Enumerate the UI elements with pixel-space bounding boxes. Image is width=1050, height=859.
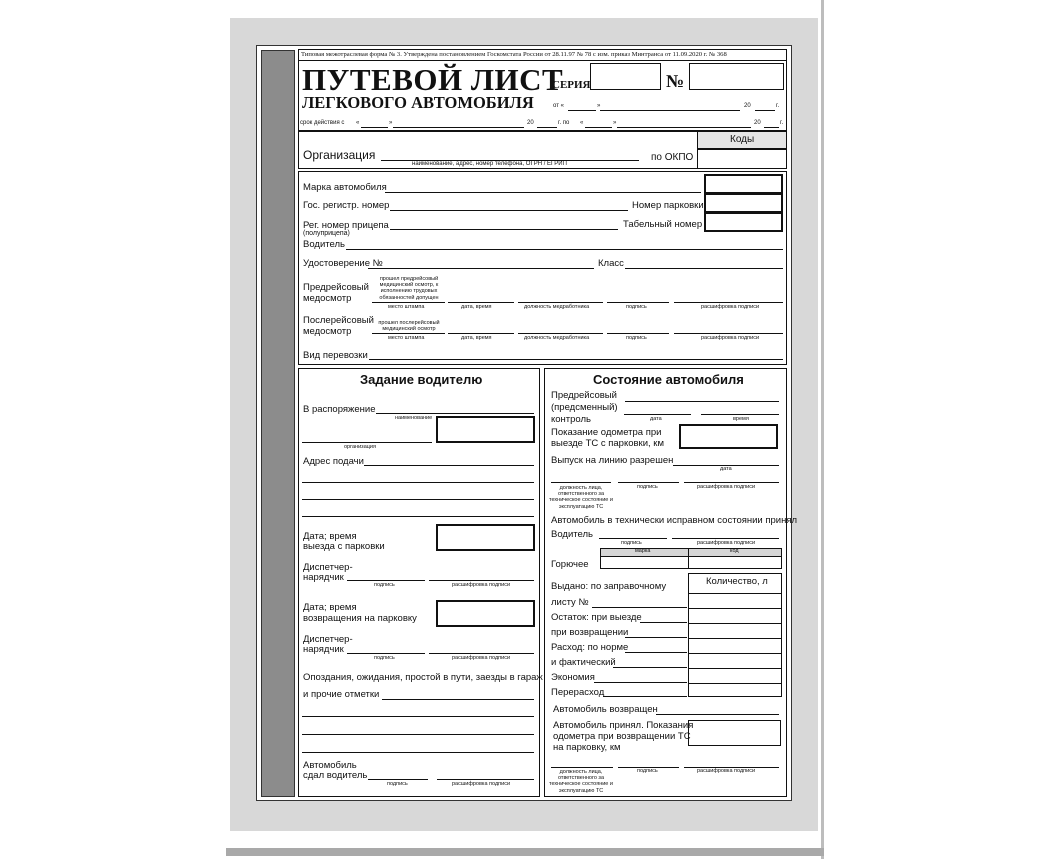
handed-over-label-2: сдал водитель xyxy=(303,770,368,781)
validity-open-quote-2: « xyxy=(580,120,584,126)
fuel-brand-field[interactable] xyxy=(600,556,689,569)
fuel-norm-field[interactable] xyxy=(688,638,782,654)
precheck-time-caption: время xyxy=(733,416,749,422)
fuel-remain-return-field[interactable] xyxy=(688,623,782,639)
release-sign-caption: подпись xyxy=(637,484,658,490)
posttrip-datetime-caption: дата, время xyxy=(461,335,492,341)
posttrip-med-label-2: медосмотр xyxy=(303,326,352,337)
driver-line xyxy=(346,249,783,250)
returned-label: Автомобиль возвращен xyxy=(553,704,658,715)
date-year-line xyxy=(755,110,775,111)
handed-over-sign-line xyxy=(368,779,428,780)
trailer-line xyxy=(390,229,618,230)
pretrip-position-caption: должность медработника xyxy=(524,304,590,310)
pickup-address-line-2 xyxy=(302,482,534,483)
validity-close-quote-1: » xyxy=(389,120,393,126)
posttrip-stamp-caption: место штампа xyxy=(388,335,425,341)
tech-ok-label: Автомобиль в технически исправном состоянии принял xyxy=(551,515,798,526)
top-note-line xyxy=(298,60,787,61)
delays-label: Опоздания, ожидания, простой в пути, заезды в гараж xyxy=(303,672,543,683)
fuel-actual-field[interactable] xyxy=(688,653,782,669)
fuel-qty-label: Количество, л xyxy=(706,576,768,587)
remain-return-label: при возвращении xyxy=(551,627,629,638)
number-field[interactable] xyxy=(689,63,784,90)
license-line xyxy=(368,268,594,269)
top-note: Типовая межотраслевая форма № 3. Утверждена постановлением Госкомстата России от 28.11.97 № 78 с изм. приказ Минтранса от 11.09.2020 г. № 368 xyxy=(301,52,727,58)
okpo-label: по ОКПО xyxy=(651,152,694,163)
validity-year2-20: 20 xyxy=(754,120,761,126)
pretrip-stamp-line xyxy=(372,302,445,303)
posttrip-position-line xyxy=(518,333,603,334)
release-date-caption: дата xyxy=(720,466,732,472)
date-day-line xyxy=(568,110,596,111)
brand-label: Марка автомобиля xyxy=(303,182,387,193)
notes-line-4 xyxy=(302,752,534,753)
remain-out-line xyxy=(640,622,687,623)
pretrip-decode-caption: расшифровка подписи xyxy=(701,304,760,310)
fuel-brand-caption: марка xyxy=(635,548,651,554)
accepted-label-3: на парковку, км xyxy=(553,742,621,753)
fuel-issued-field[interactable] xyxy=(688,593,782,609)
binding-strip xyxy=(261,50,295,797)
odometer-return-field[interactable] xyxy=(688,720,781,746)
overuse-label: Перерасход xyxy=(551,687,605,698)
other-notes-label: и прочие отметки xyxy=(303,689,380,700)
accept-position-line xyxy=(551,767,613,768)
dispatcher2-decode-caption: расшифровка подписи xyxy=(452,655,511,661)
parking-number-label: Номер парковки xyxy=(632,200,704,211)
assignment-name-caption: наименование xyxy=(395,415,433,421)
posttrip-sign-line xyxy=(607,333,669,334)
departure-datetime-label-2: выезда с парковки xyxy=(303,541,385,552)
organization-assign-line xyxy=(302,442,432,443)
validity-year1-line xyxy=(537,127,557,128)
organization-hint: наименование, адрес, номер телефона, ОГРН / ЕГРИП xyxy=(412,161,567,167)
precheck-date-line xyxy=(624,414,691,415)
organization-label: Организация xyxy=(303,148,376,162)
gos-number-line xyxy=(390,210,628,211)
date-year-20: 20 xyxy=(744,103,751,109)
date-g: г. xyxy=(776,103,780,109)
posttrip-med-label: Послерейсовый xyxy=(303,315,374,326)
dispatcher2-label-2: нарядчик xyxy=(303,644,344,655)
seria-label: СЕРИЯ xyxy=(552,79,591,91)
posttrip-decode-line xyxy=(674,333,783,334)
pretrip-med-note: прошел предрейсовый медицинский осмотр, к исполнению трудовых обязанностей допущен xyxy=(379,276,439,301)
departure-datetime-field[interactable] xyxy=(436,524,535,551)
brand-code-field[interactable] xyxy=(704,174,783,194)
number-sign: № xyxy=(666,71,685,91)
driver-accept-label: Водитель xyxy=(551,529,593,540)
validity-open-quote-1: « xyxy=(356,120,360,126)
release-position-line xyxy=(551,482,611,483)
parking-number-field[interactable] xyxy=(704,193,783,213)
handed-over-label: Автомобиль xyxy=(303,760,357,771)
precheck-label-2: (предсменный) xyxy=(551,402,618,413)
date-month-line xyxy=(600,110,740,111)
transport-type-label: Вид перевозки xyxy=(303,350,368,361)
odometer-out-field[interactable] xyxy=(679,424,778,449)
pretrip-med-label: Предрейсовый xyxy=(303,282,369,293)
fuel-code-caption: код xyxy=(730,548,739,554)
transport-type-line xyxy=(369,359,783,360)
validity-label: срок действия с xyxy=(300,120,345,126)
codes-label: Коды xyxy=(730,134,755,145)
dispatcher1-decode-line xyxy=(429,580,534,581)
precheck-line xyxy=(625,401,779,402)
saving-label: Экономия xyxy=(551,672,595,683)
fuel-overuse-field[interactable] xyxy=(688,683,782,697)
driver-accept-decode-caption: расшифровка подписи xyxy=(697,540,756,546)
posttrip-datetime-line xyxy=(448,333,514,334)
fuel-label: Горючее xyxy=(551,559,589,570)
dispatcher2-decode-line xyxy=(429,653,534,654)
dispatcher1-decode-caption: расшифровка подписи xyxy=(452,582,511,588)
assignment-label: В распоряжение xyxy=(303,404,376,415)
odometer-out-label: Показание одометра при xyxy=(551,427,662,438)
accepted-label-2: одометра при возвращении ТС xyxy=(553,731,691,742)
accept-sign-caption: подпись xyxy=(637,768,658,774)
issued-label: Выдано: по заправочному xyxy=(551,581,667,592)
posttrip-position-caption: должность медработника xyxy=(524,335,590,341)
class-label: Класс xyxy=(598,258,624,269)
driver-task-title: Задание водителю xyxy=(360,372,483,387)
pretrip-sign-caption: подпись xyxy=(626,304,647,310)
pickup-address-line-4 xyxy=(302,516,534,517)
organization-assign-caption: организация xyxy=(344,444,376,450)
precheck-label-3: контроль xyxy=(551,414,591,425)
precheck-label: Предрейсовый xyxy=(551,390,617,401)
brand-line xyxy=(385,192,701,193)
pickup-address-line-1 xyxy=(364,465,534,466)
precheck-time-line xyxy=(701,414,779,415)
vehicle-state-title: Состояние автомобиля xyxy=(593,372,744,387)
assignment-code-field[interactable] xyxy=(436,416,535,443)
form-subtitle: ЛЕГКОВОГО АВТОМОБИЛЯ xyxy=(302,93,534,112)
overuse-line xyxy=(603,696,687,697)
validity-close-quote-2: » xyxy=(613,120,617,126)
notes-line-3 xyxy=(302,734,534,735)
class-line xyxy=(625,268,783,269)
pretrip-datetime-caption: дата, время xyxy=(461,304,492,310)
accept-decode-caption: расшифровка подписи xyxy=(697,768,756,774)
precheck-date-caption: дата xyxy=(650,416,662,422)
seria-field[interactable] xyxy=(590,63,661,90)
posttrip-med-note: прошел послерейсовый медицинский осмотр xyxy=(378,320,440,333)
release-decode-line xyxy=(684,482,779,483)
dispatcher1-sign-line xyxy=(347,580,425,581)
accept-position-caption: должность лица, ответственного за техническое состояние и эксплуатацию ТС xyxy=(549,769,613,794)
validity-po: г. по xyxy=(558,120,570,126)
dispatcher2-label: Диспетчер- xyxy=(303,634,353,645)
assignment-line xyxy=(376,413,534,414)
dispatcher2-sign-caption: подпись xyxy=(374,655,395,661)
tabel-number-field[interactable] xyxy=(704,212,783,232)
driver-accept-sign-line xyxy=(599,538,667,539)
pretrip-stamp-caption: место штампа xyxy=(388,304,425,310)
returned-line xyxy=(656,714,779,715)
pickup-address-line-3 xyxy=(302,499,534,500)
date-ot: от « xyxy=(553,103,564,109)
driver-accept-sign-caption: подпись xyxy=(621,540,642,546)
posttrip-sign-caption: подпись xyxy=(626,335,647,341)
return-datetime-label-2: возвращения на парковку xyxy=(303,613,417,624)
pretrip-datetime-line xyxy=(448,302,514,303)
tabel-number-label: Табельный номер xyxy=(623,219,703,230)
return-datetime-field[interactable] xyxy=(436,600,535,627)
date-close-quote: » xyxy=(597,103,601,109)
release-label: Выпуск на линию разрешен xyxy=(551,455,674,466)
validity-month2-line xyxy=(617,127,751,128)
release-sign-line xyxy=(618,482,679,483)
release-decode-caption: расшифровка подписи xyxy=(697,484,756,490)
pretrip-sign-line xyxy=(607,302,669,303)
sheet-number-line xyxy=(592,607,687,608)
release-position-caption: должность лица, ответственного за техническое состояние и эксплуатацию ТС xyxy=(549,485,613,510)
remain-out-label: Остаток: при выезде xyxy=(551,612,642,623)
pretrip-med-label-2: медосмотр xyxy=(303,293,352,304)
odometer-out-label-2: выезде ТС с парковки, км xyxy=(551,438,664,449)
validity-day1-line xyxy=(361,127,388,128)
fuel-remain-out-field[interactable] xyxy=(688,608,782,624)
accepted-label: Автомобиль принял. Показания xyxy=(553,720,694,731)
actual-line xyxy=(613,667,687,668)
notes-line-2 xyxy=(302,716,534,717)
pickup-address-label: Адрес подачи xyxy=(303,456,364,467)
driver-label: Водитель xyxy=(303,239,345,250)
validity-g: г. xyxy=(780,120,784,126)
handed-over-sign-caption: подпись xyxy=(387,781,408,787)
posttrip-stamp-line xyxy=(372,333,445,334)
dispatcher1-label-2: нарядчик xyxy=(303,572,344,583)
handed-over-decode-caption: расшифровка подписи xyxy=(452,781,511,787)
dispatcher1-label: Диспетчер- xyxy=(303,562,353,573)
pretrip-decode-line xyxy=(674,302,783,303)
actual-label: и фактический xyxy=(551,657,616,668)
okpo-code-field[interactable] xyxy=(697,149,787,169)
dispatcher1-sign-caption: подпись xyxy=(374,582,395,588)
validity-year1-20: 20 xyxy=(527,120,534,126)
gos-number-label: Гос. регистр. номер xyxy=(303,200,390,211)
norm-line xyxy=(625,652,687,653)
validity-day2-line xyxy=(585,127,612,128)
saving-line xyxy=(594,682,687,683)
trailer-sublabel: (полуприцепа) xyxy=(303,230,350,237)
validity-month1-line xyxy=(393,127,524,128)
sheet-number-label: листу № xyxy=(551,597,589,608)
departure-datetime-label: Дата; время xyxy=(303,531,357,542)
right-scroll-edge xyxy=(821,0,824,859)
license-label: Удостоверение № xyxy=(303,258,383,269)
pretrip-position-line xyxy=(518,302,603,303)
bottom-page-edge xyxy=(226,848,824,856)
return-datetime-label: Дата; время xyxy=(303,602,357,613)
fuel-code-field[interactable] xyxy=(688,556,782,569)
notes-line-1 xyxy=(382,699,534,700)
form-title: ПУТЕВОЙ ЛИСТ xyxy=(302,62,564,97)
trailer-label: Рег. номер прицепа xyxy=(303,220,389,231)
validity-year2-line xyxy=(764,127,779,128)
remain-return-line xyxy=(625,637,687,638)
norm-label: Расход: по норме xyxy=(551,642,629,653)
fuel-saving-field[interactable] xyxy=(688,668,782,684)
dispatcher2-sign-line xyxy=(347,653,425,654)
driver-accept-decode-line xyxy=(672,538,779,539)
posttrip-decode-caption: расшифровка подписи xyxy=(701,335,760,341)
handed-over-decode-line xyxy=(437,779,534,780)
